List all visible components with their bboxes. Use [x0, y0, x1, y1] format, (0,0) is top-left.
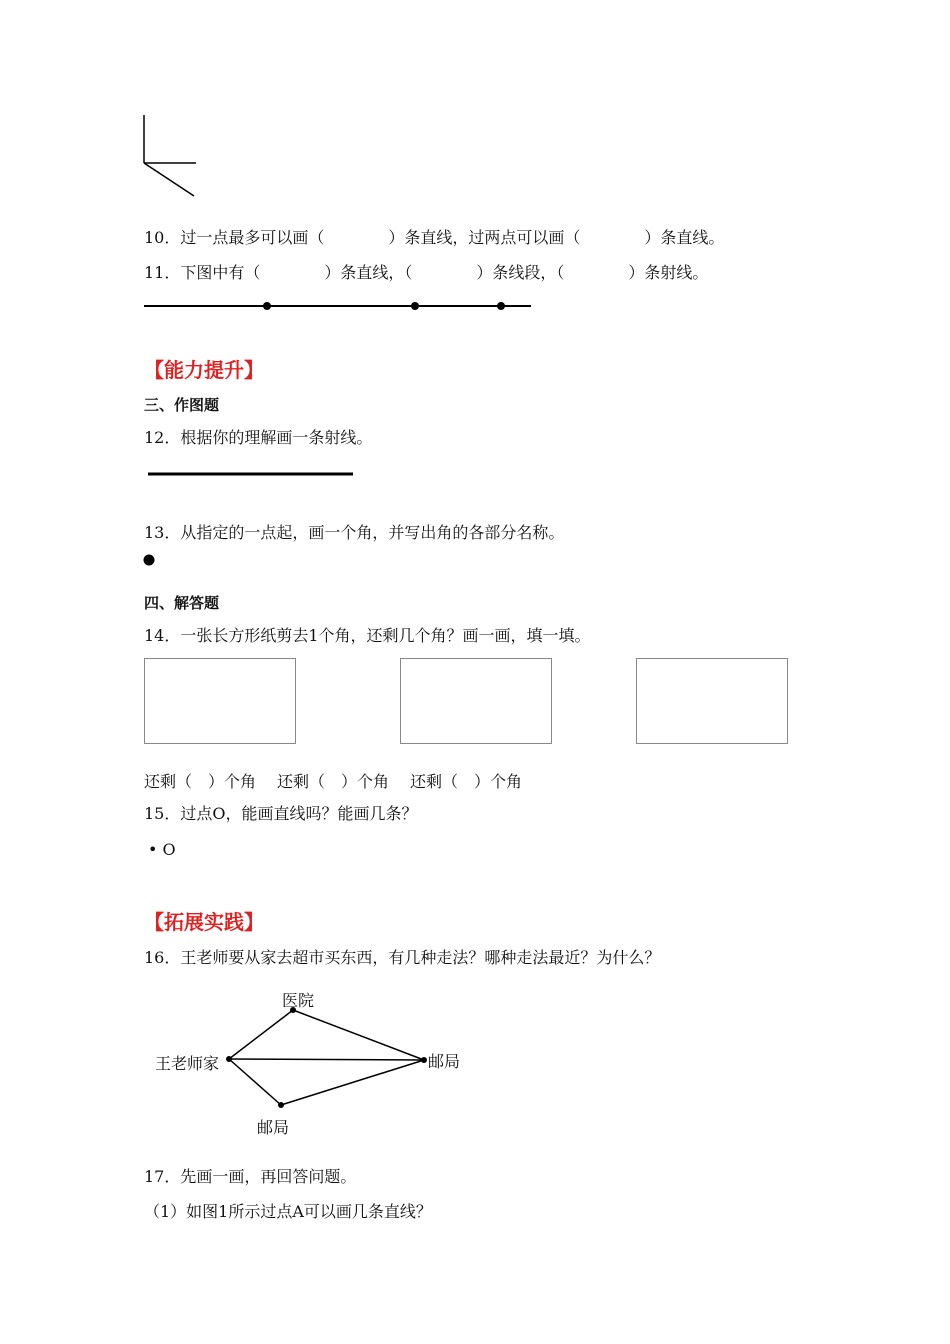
label-post-bottom: 邮局 — [257, 1118, 290, 1137]
route-home-bottom — [229, 1059, 281, 1105]
label-home: 王老师家 — [155, 1054, 220, 1073]
q14-answer-2: 还剩（ ）个角 — [277, 772, 390, 791]
q14-answer-3: 还剩（ ）个角 — [410, 772, 523, 791]
route-bottom-post — [281, 1060, 424, 1105]
point-o: • O — [148, 840, 176, 859]
route-home-hospital — [229, 1010, 293, 1059]
section-three-heading: 三、作图题 — [144, 396, 220, 414]
question-12: 12．根据你的理解画一条射线。 — [144, 428, 373, 447]
node-post-right — [421, 1057, 427, 1063]
section-ability-heading: 【能力提升】 — [144, 358, 264, 382]
node-home — [226, 1056, 232, 1062]
route-hospital-post — [293, 1010, 424, 1060]
section-expand-heading: 【拓展实践】 — [144, 910, 264, 934]
question-13: 13．从指定的一点起，画一个角，并写出角的各部分名称。 — [144, 523, 565, 542]
label-hospital: 医院 — [282, 991, 315, 1010]
label-post-right: 邮局 — [428, 1052, 461, 1071]
section-four-heading: 四、解答题 — [144, 594, 220, 612]
question-17: 17．先画一画，再回答问题。 — [144, 1167, 357, 1186]
question-10: 10．过一点最多可以画（ ）条直线，过两点可以画（ ）条直线。 — [144, 228, 725, 247]
q14-answer-1: 还剩（ ）个角 — [144, 772, 257, 791]
question-11: 11．下图中有（ ）条直线，（ ）条线段，（ ）条射线。 — [144, 263, 709, 282]
node-post-bottom — [278, 1102, 284, 1108]
route-home-post-direct — [229, 1059, 424, 1060]
question-16: 16．王老师要从家去超市买东西，有几种走法？哪种走法最近？为什么？ — [144, 948, 661, 967]
question-15: 15．过点O，能画直线吗？能画几条？ — [144, 804, 418, 823]
question-17-part-1: （1）如图1所示过点A可以画几条直线？ — [144, 1202, 432, 1221]
question-14: 14．一张长方形纸剪去1个角，还剩几个角？画一画，填一填。 — [144, 626, 591, 645]
